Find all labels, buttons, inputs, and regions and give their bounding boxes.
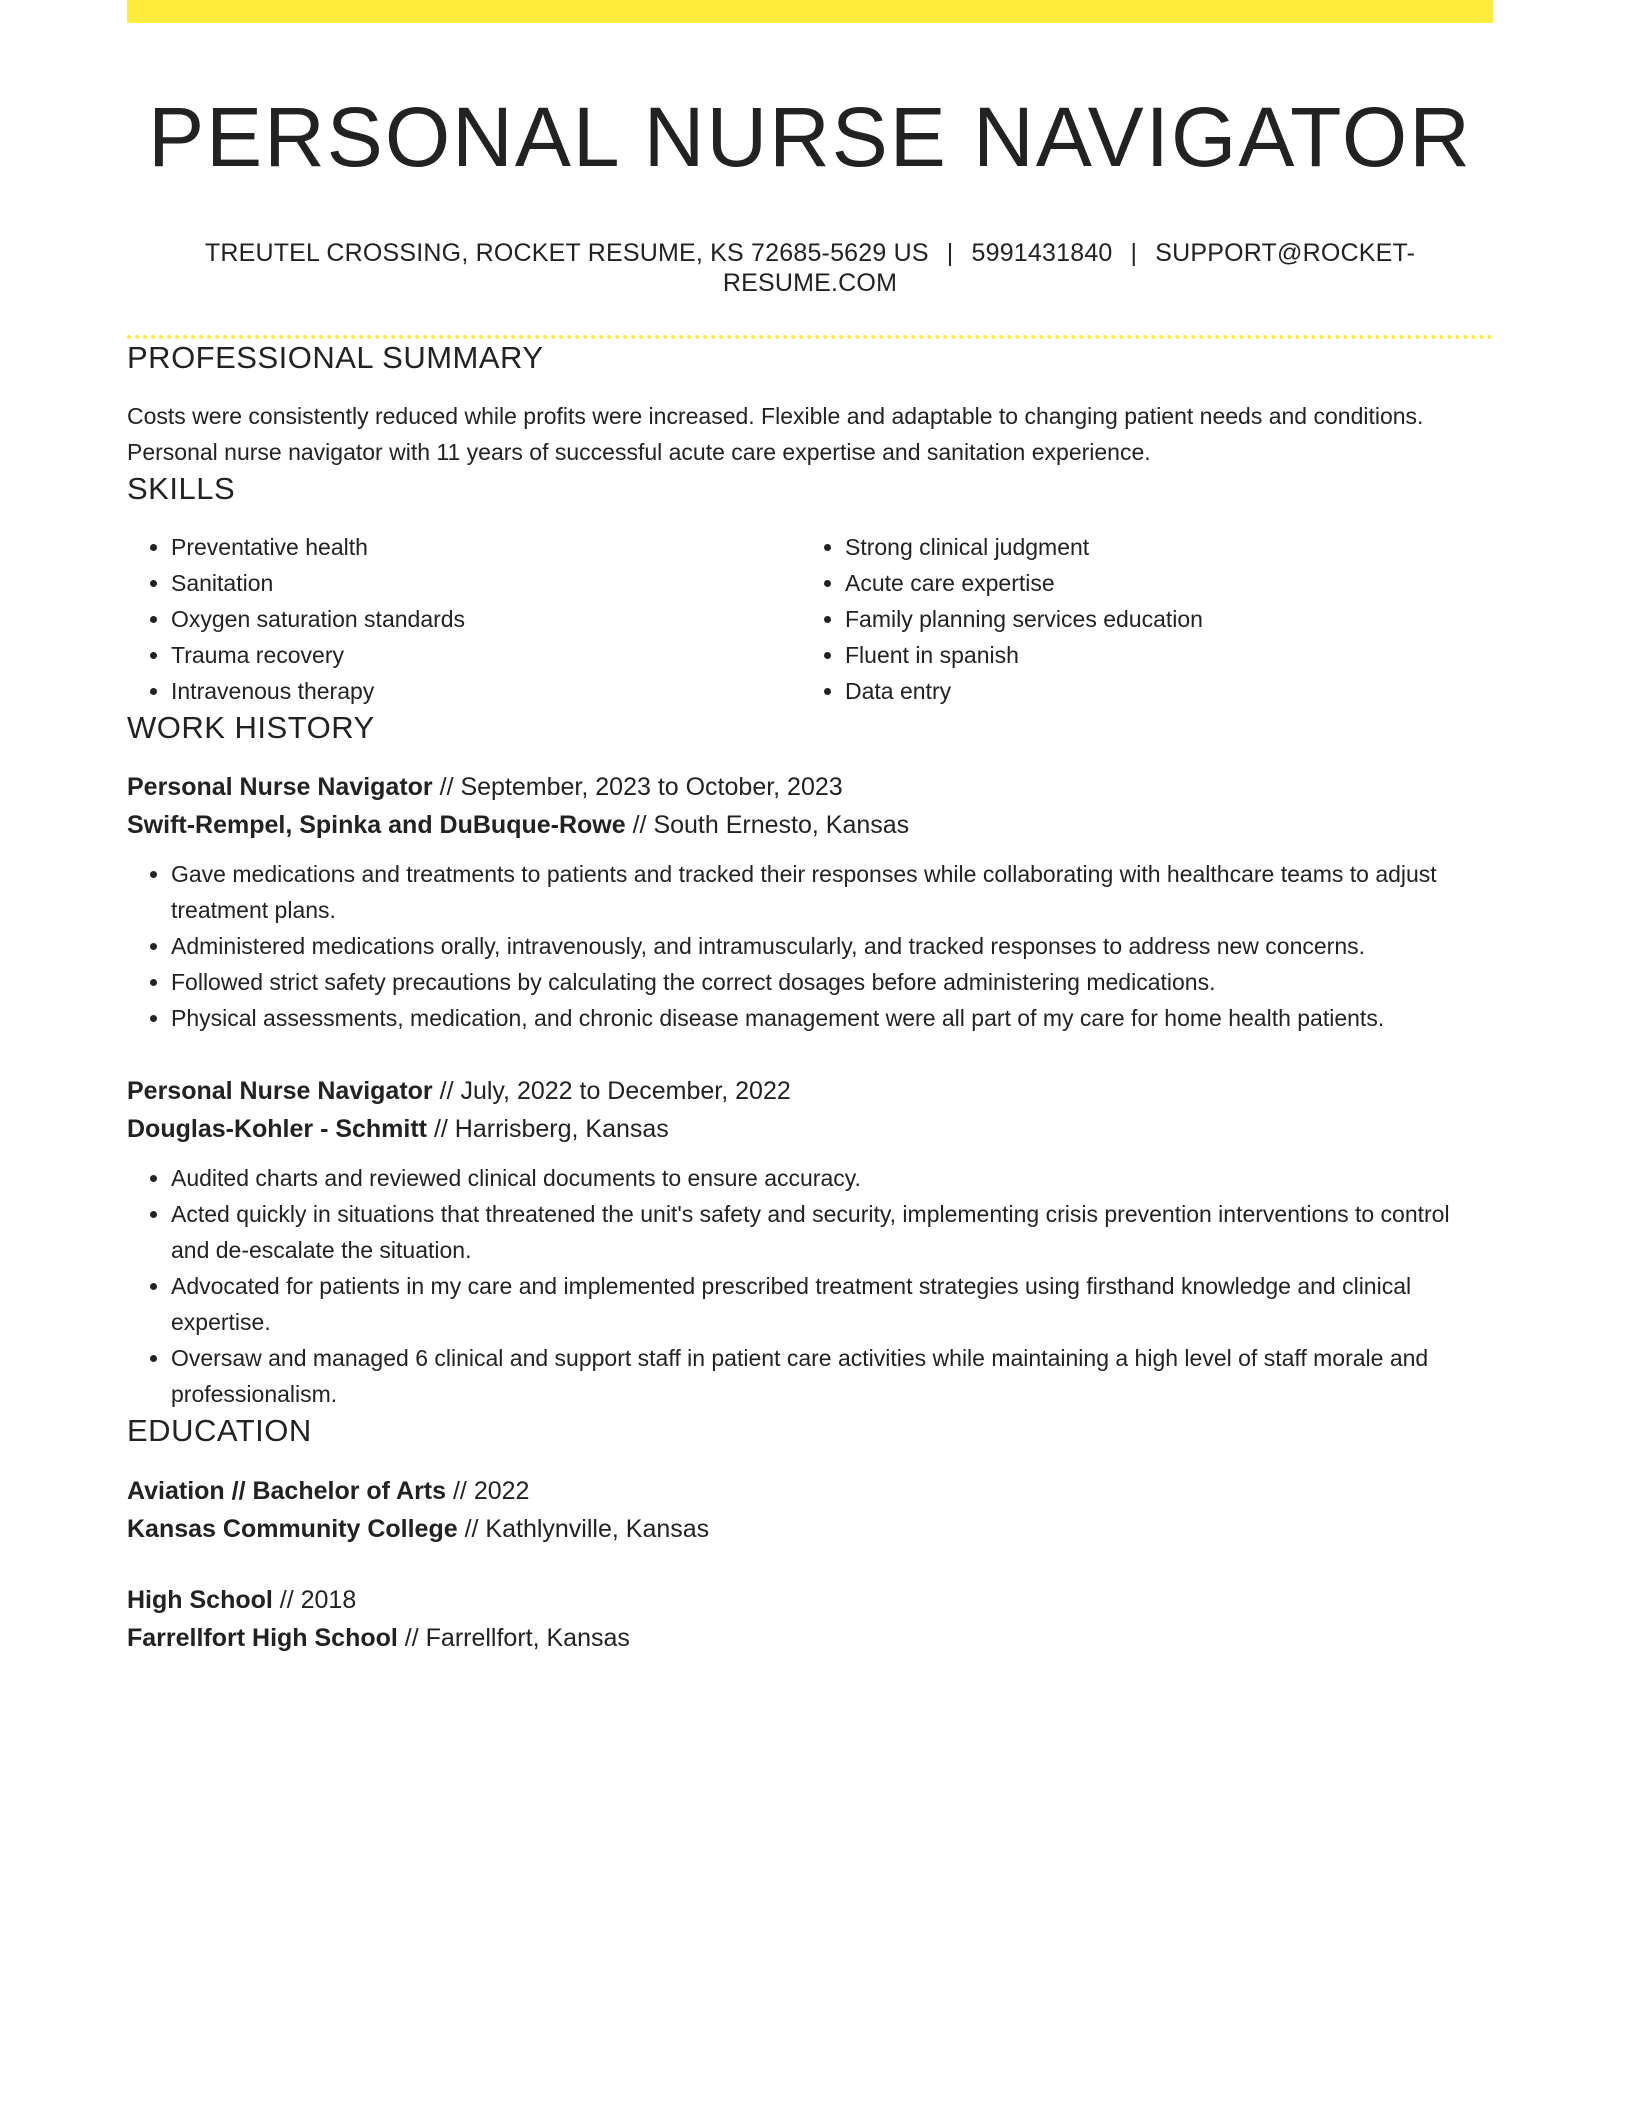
education-location: // Kathlynville, Kansas bbox=[457, 1514, 710, 1543]
job-entry bbox=[127, 1072, 1493, 1412]
summary-heading: PROFESSIONAL SUMMARY bbox=[127, 339, 544, 375]
education-degree: Aviation // Bachelor of Arts bbox=[127, 1476, 447, 1505]
job-company: Swift-Rempel, Spinka and DuBuque-Rowe bbox=[127, 811, 626, 840]
education-year: // 2018 bbox=[272, 1585, 357, 1614]
education-year: // 2022 bbox=[446, 1476, 530, 1505]
education-entry bbox=[127, 1581, 1493, 1657]
skill-item: • Trauma recovery bbox=[171, 637, 801, 673]
job-duty: • Audited charts and reviewed clinical documents to ensure accuracy. bbox=[171, 1160, 1493, 1196]
contact-address: TREUTEL CROSSING, ROCKET RESUME, KS 72685-5629 US bbox=[204, 238, 929, 267]
education-entry bbox=[127, 1472, 1493, 1548]
skill-item: • Sanitation bbox=[171, 565, 801, 601]
job-duty: • Oversaw and managed 6 clinical and support staff in patient care activities while maintaining a high level of staff morale and professionalism. bbox=[171, 1340, 1493, 1412]
job-entry bbox=[127, 768, 1493, 1036]
education-school-line bbox=[127, 1510, 1493, 1548]
skills-column-left bbox=[127, 529, 801, 709]
education-degree: High School bbox=[127, 1585, 273, 1614]
job-duty: • Acted quickly in situations that threatened the unit's safety and security, implementing crisis prevention interventions to control and de-escalate the situation. bbox=[171, 1196, 1493, 1268]
job-dates: // July, 2022 to December, 2022 bbox=[432, 1077, 791, 1106]
job-location: // South Ernesto, Kansas bbox=[625, 811, 910, 840]
education-degree-line bbox=[127, 1472, 1493, 1510]
job-duty: • Administered medications orally, intravenously, and intramuscularly, and tracked responses to address new concerns. bbox=[171, 928, 1493, 964]
skill-item: • Oxygen saturation standards bbox=[171, 601, 801, 637]
job-role: Personal Nurse Navigator bbox=[127, 773, 433, 802]
skill-item: • Preventative health bbox=[171, 529, 801, 565]
skills-list bbox=[127, 529, 1493, 709]
skill-item: • Data entry bbox=[845, 673, 1475, 709]
job-role: Personal Nurse Navigator bbox=[127, 1077, 433, 1106]
skills-heading: SKILLS bbox=[127, 470, 236, 506]
job-title-line bbox=[127, 768, 1493, 806]
skill-item: • Intravenous therapy bbox=[171, 673, 801, 709]
job-location: // Harrisberg, Kansas bbox=[427, 1115, 669, 1144]
summary-text: Costs were consistently reduced while profits were increased. Flexible and adaptable to changing patient needs and conditions. Personal nurse navigator with 11 years of successful acute care expertise and sanitation experience. bbox=[127, 402, 1424, 465]
job-duty: • Followed strict safety precautions by calculating the correct dosages before administering medications. bbox=[171, 964, 1493, 1000]
job-company: Douglas-Kohler - Schmitt bbox=[127, 1115, 428, 1144]
work-history-heading: WORK HISTORY bbox=[127, 710, 375, 746]
education-school-line bbox=[127, 1619, 1493, 1657]
education-location: // Farrellfort, Kansas bbox=[397, 1623, 630, 1652]
contact-separator: | bbox=[1130, 238, 1138, 267]
job-company-line bbox=[127, 1110, 1493, 1148]
education-degree-line bbox=[127, 1581, 1493, 1619]
contact-email: SUPPORT@ROCKET-RESUME.COM bbox=[722, 238, 1416, 297]
skills-column-right bbox=[801, 529, 1475, 709]
job-duties bbox=[127, 1160, 1493, 1412]
candidate-name: PERSONAL NURSE NAVIGATOR bbox=[148, 90, 1472, 184]
skill-item: • Family planning services education bbox=[845, 601, 1475, 637]
job-duty: • Physical assessments, medication, and chronic disease management were all part of my care for home health patients. bbox=[171, 1000, 1493, 1036]
job-company-line bbox=[127, 806, 1493, 844]
contact-separator: | bbox=[946, 238, 954, 267]
contact-phone: 5991431840 bbox=[971, 238, 1113, 267]
job-duties bbox=[127, 856, 1493, 1036]
skill-item: • Acute care expertise bbox=[845, 565, 1475, 601]
education-school: Farrellfort High School bbox=[127, 1623, 398, 1652]
job-title-line bbox=[127, 1072, 1493, 1110]
skill-item: • Fluent in spanish bbox=[845, 637, 1475, 673]
job-duty: • Gave medications and treatments to patients and tracked their responses while collaborating with healthcare teams to adjust treatment plans. bbox=[171, 856, 1493, 928]
skill-item: • Strong clinical judgment bbox=[845, 529, 1475, 565]
resume-page bbox=[127, 0, 1493, 1657]
education-school: Kansas Community College bbox=[127, 1514, 458, 1543]
education-heading: EDUCATION bbox=[127, 1413, 312, 1449]
top-accent-bar bbox=[127, 0, 1493, 23]
job-duty: • Advocated for patients in my care and implemented prescribed treatment strategies using firsthand knowledge and clinical expertise. bbox=[171, 1268, 1493, 1340]
job-dates: // September, 2023 to October, 2023 bbox=[432, 773, 843, 802]
contact-line bbox=[127, 238, 1493, 298]
